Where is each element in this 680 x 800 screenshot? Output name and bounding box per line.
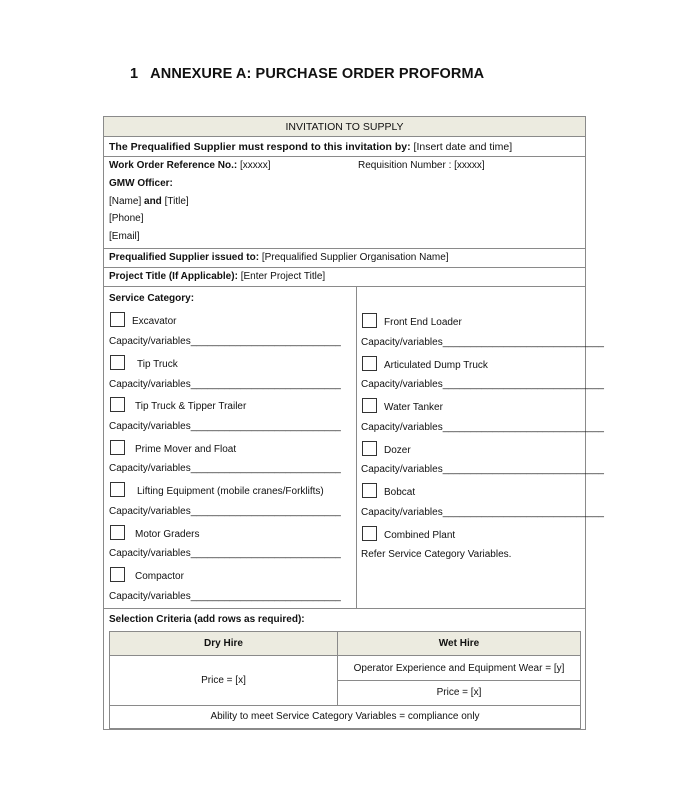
issued-to-value: [Prequalified Supplier Organisation Name] xyxy=(261,252,449,263)
dry-hire-header: Dry Hire xyxy=(204,638,243,649)
item-bobcat: Bobcat xyxy=(384,487,416,498)
capacity-lifting-equipment: Capacity/variables___________________________ xyxy=(109,506,341,517)
wet-hire-price: Price = [x] xyxy=(436,687,482,698)
wet-hire-experience: Operator Experience and Equipment Wear = [y] xyxy=(353,663,565,674)
checkbox-front-end-loader[interactable] xyxy=(362,313,377,328)
work-order-row xyxy=(104,157,585,249)
respond-label: The Prequalified Supplier must respond to this invitation by: xyxy=(109,141,411,153)
capacity-excavator: Capacity/variables___________________________ xyxy=(109,336,341,347)
service-category-label: Service Category: xyxy=(109,293,195,304)
issued-to-row xyxy=(104,249,585,268)
wet-hire-experience-cell xyxy=(338,656,580,681)
capacity-compactor: Capacity/variables___________________________ xyxy=(109,591,341,602)
dry-hire-price: Price = [x] xyxy=(201,675,246,686)
item-compactor: Compactor xyxy=(135,571,184,582)
officer-title: [Title] xyxy=(164,196,189,207)
item-tip-truck-trailer: Tip Truck & Tipper Trailer xyxy=(135,401,247,412)
respond-row xyxy=(104,137,585,157)
heading-title: ANNEXURE A: PURCHASE ORDER PROFORMA xyxy=(150,66,485,82)
capacity-tip-truck: Capacity/variables___________________________ xyxy=(109,379,341,390)
capacity-bobcat: Capacity/variables_____________________________ xyxy=(361,507,604,518)
capacity-water-tanker: Capacity/variables_____________________________ xyxy=(361,422,604,433)
ability-row xyxy=(110,705,580,728)
capacity-articulated-dump-truck: Capacity/variables_____________________________ xyxy=(361,379,604,390)
project-title-value: [Enter Project Title] xyxy=(240,271,326,282)
requisition-value: [xxxxx] xyxy=(454,160,485,171)
item-tip-truck: Tip Truck xyxy=(137,359,178,370)
capacity-tip-truck-trailer: Capacity/variables___________________________ xyxy=(109,421,341,432)
selection-criteria-table xyxy=(109,631,581,729)
selection-header xyxy=(110,632,580,656)
requisition-label: Requisition Number : xyxy=(358,160,452,171)
page-heading xyxy=(130,66,484,82)
checkbox-motor-graders[interactable] xyxy=(110,525,125,540)
capacity-motor-graders: Capacity/variables___________________________ xyxy=(109,548,341,559)
officer-name: [Name] xyxy=(109,196,142,207)
column-divider xyxy=(356,287,357,608)
right-note: Refer Service Category Variables. xyxy=(361,549,512,560)
gmw-officer-label: GMW Officer: xyxy=(109,178,173,189)
checkbox-dozer[interactable] xyxy=(362,441,377,456)
checkbox-combined-plant[interactable] xyxy=(362,526,377,541)
work-order-value: [xxxxx] xyxy=(239,160,271,171)
ability-text: Ability to meet Service Category Variables = compliance only xyxy=(210,711,480,722)
item-excavator: Excavator xyxy=(132,316,177,327)
capacity-front-end-loader: Capacity/variables_____________________________ xyxy=(361,337,604,348)
item-combined-plant: Combined Plant xyxy=(384,530,456,541)
checkbox-excavator[interactable] xyxy=(110,312,125,327)
item-prime-mover: Prime Mover and Float xyxy=(135,444,237,455)
checkbox-compactor[interactable] xyxy=(110,567,125,582)
item-dozer: Dozer xyxy=(384,445,411,456)
capacity-prime-mover: Capacity/variables___________________________ xyxy=(109,463,341,474)
checkbox-tip-truck-trailer[interactable] xyxy=(110,397,125,412)
project-title-label: Project Title (If Applicable): xyxy=(109,271,238,282)
officer-phone: [Phone] xyxy=(109,213,144,224)
heading-number: 1 xyxy=(130,66,139,82)
service-category-section xyxy=(104,287,604,609)
officer-email: [Email] xyxy=(109,231,140,242)
checkbox-articulated-dump-truck[interactable] xyxy=(362,356,377,371)
item-motor-graders: Motor Graders xyxy=(135,529,200,540)
wet-hire-header: Wet Hire xyxy=(438,638,480,649)
form-title: INVITATION TO SUPPLY xyxy=(285,121,404,133)
work-order-label: Work Order Reference No.: xyxy=(109,160,238,171)
project-title-row xyxy=(104,268,585,287)
item-lifting-equipment: Lifting Equipment (mobile cranes/Forklifts) xyxy=(137,486,324,497)
issued-to-label: Prequalified Supplier issued to: xyxy=(109,252,260,263)
item-articulated-dump-truck: Articulated Dump Truck xyxy=(384,360,488,371)
item-front-end-loader: Front End Loader xyxy=(384,317,462,328)
selection-criteria-label: Selection Criteria (add rows as required): xyxy=(109,614,305,625)
checkbox-bobcat[interactable] xyxy=(362,483,377,498)
checkbox-prime-mover[interactable] xyxy=(110,440,125,455)
checkbox-tip-truck[interactable] xyxy=(110,355,125,370)
invitation-form xyxy=(103,116,604,730)
officer-and: and xyxy=(144,196,162,207)
checkbox-water-tanker[interactable] xyxy=(362,398,377,413)
item-water-tanker: Water Tanker xyxy=(384,402,443,413)
form-title-row xyxy=(104,117,585,137)
checkbox-lifting-equipment[interactable] xyxy=(110,482,125,497)
respond-value: [Insert date and time] xyxy=(413,141,513,153)
capacity-dozer: Capacity/variables_____________________________ xyxy=(361,464,604,475)
